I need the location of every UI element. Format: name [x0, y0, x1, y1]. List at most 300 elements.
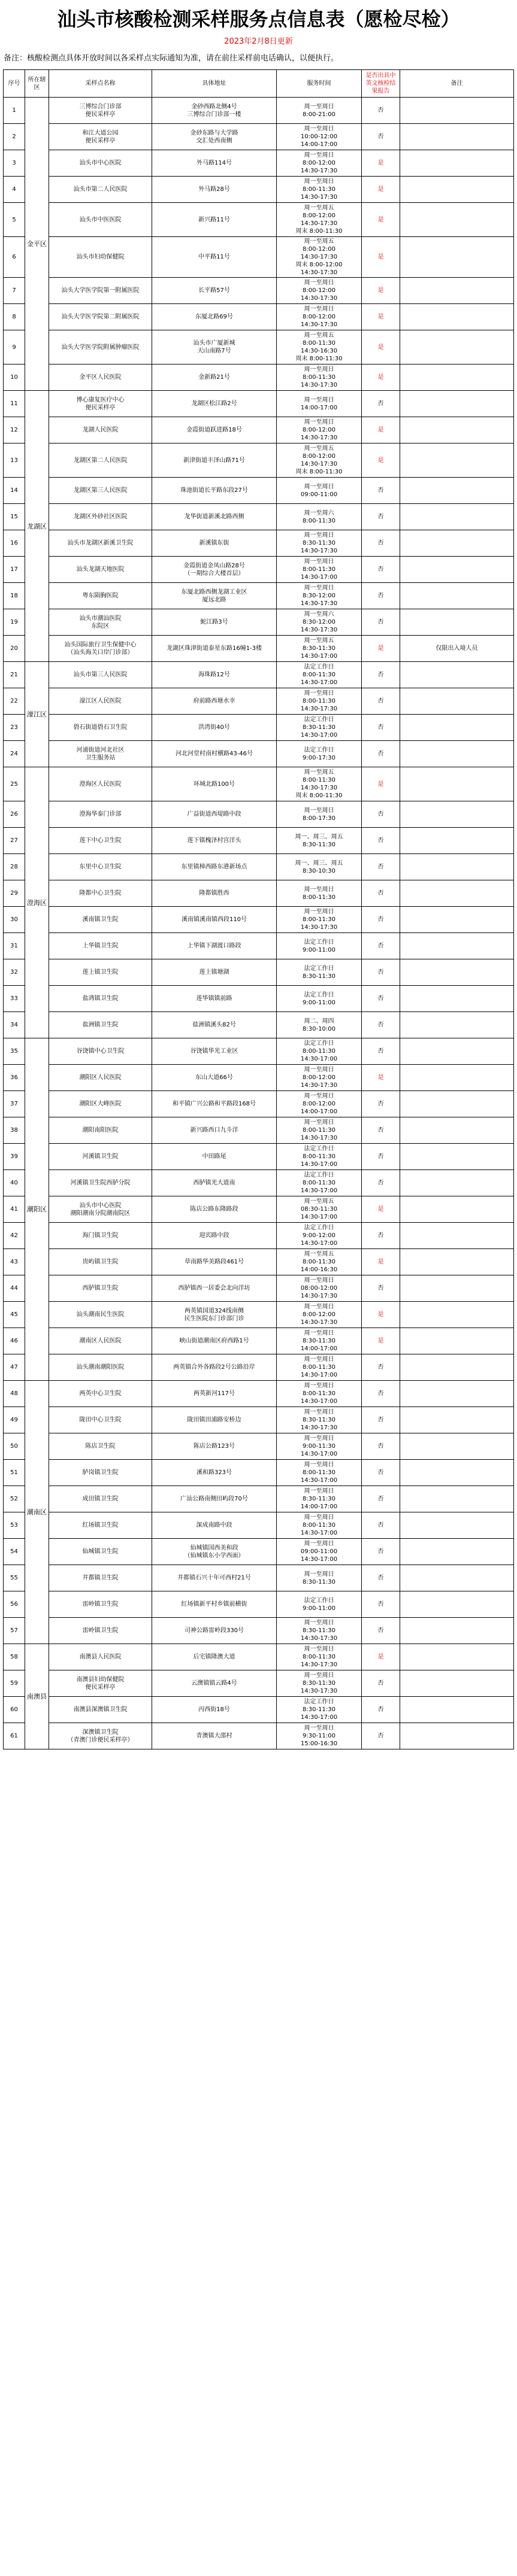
cell-address: 金砂东路与大学路 交汇处西南侧	[152, 124, 277, 150]
cell-remark	[400, 1354, 514, 1381]
cell-hours: 周一至周日 8:00-12:00 14:30-17:30	[277, 278, 362, 304]
cell-address: 河北河堂村南村横路43-46号	[152, 741, 277, 767]
cell-report: 是	[362, 1065, 400, 1091]
table-body	[4, 98, 514, 1749]
cell-report: 否	[362, 1539, 400, 1565]
cell-no: 4	[4, 177, 25, 203]
cell-name: 礐石街道礐石卫生院	[49, 715, 152, 741]
cell-hours: 周一至周日 09:00-11:00	[277, 478, 362, 504]
cell-district-haojiang: 濠江区	[25, 662, 49, 767]
cell-name: 汕头市中心医院	[49, 150, 152, 177]
cell-no: 55	[4, 1565, 25, 1591]
cell-remark	[400, 986, 514, 1012]
table-row	[4, 1354, 514, 1381]
cell-address: 溪和路323号	[152, 1460, 277, 1486]
table-row	[4, 391, 514, 417]
table-row	[4, 1275, 514, 1302]
cell-hours: 周一至周五 8:00-11:30 14:00-16:30	[277, 1249, 362, 1275]
cell-no: 37	[4, 1091, 25, 1117]
cell-no: 9	[4, 330, 25, 364]
cell-name: 盐鸿镇卫生院	[49, 986, 152, 1012]
cell-remark	[400, 959, 514, 986]
table-row	[4, 1223, 514, 1249]
cell-report: 否	[362, 801, 400, 828]
cell-address: 新兴路11号	[152, 203, 277, 237]
cell-name: 井都镇卫生院	[49, 1565, 152, 1591]
cell-name: 莲下中心卫生院	[49, 828, 152, 854]
cell-hours: 周一、周三、周五 8:30-10:30	[277, 854, 362, 880]
cell-remark	[400, 1249, 514, 1275]
table-row	[4, 1328, 514, 1354]
cell-hours: 周一至周日 14:00-17:00	[277, 391, 362, 417]
cell-remark	[400, 443, 514, 478]
cell-remark	[400, 801, 514, 828]
update-date: 2023年2月8日更新	[224, 37, 293, 46]
cell-remark	[400, 1144, 514, 1170]
table-row	[4, 1012, 514, 1038]
cell-no: 56	[4, 1591, 25, 1618]
cell-no: 47	[4, 1354, 25, 1381]
cell-report: 否	[362, 741, 400, 767]
cell-address: 金砂西路北侧4号 三博综合门诊部一楼	[152, 98, 277, 124]
cell-name: 汕头龙湖天地医院	[49, 557, 152, 583]
cell-no: 28	[4, 854, 25, 880]
cell-name: 汕头市妇幼保健院	[49, 237, 152, 278]
cell-no: 50	[4, 1433, 25, 1460]
cell-report: 是	[362, 1644, 400, 1670]
table-row	[4, 801, 514, 828]
cell-no: 48	[4, 1381, 25, 1407]
table-row	[4, 1697, 514, 1723]
cell-report: 否	[362, 1381, 400, 1407]
cell-address: 龙华街道新溪北路西侧	[152, 504, 277, 530]
cell-report: 是	[362, 636, 400, 662]
cell-no: 41	[4, 1196, 25, 1223]
cell-hours: 法定工作日 9:00-12:00 14:30-17:00	[277, 1223, 362, 1249]
cell-report: 否	[362, 1460, 400, 1486]
cell-remark	[400, 1512, 514, 1539]
cell-hours: 周一至周日 8:00-11:30 14:30-17:00	[277, 1381, 362, 1407]
cell-name: 陈店卫生院	[49, 1433, 152, 1460]
table-row	[4, 124, 514, 150]
cell-address: 陈店公路123号	[152, 1433, 277, 1460]
cell-hours: 周一至周日 8:00-11:30 14:30-17:00	[277, 557, 362, 583]
cell-address: 金霞街道跃进路18号	[152, 417, 277, 443]
cell-remark	[400, 907, 514, 933]
cell-report: 否	[362, 933, 400, 959]
cell-name: 汕头潮南民生医院	[49, 1302, 152, 1328]
cell-address: 外马路114号	[152, 150, 277, 177]
table-row	[4, 1117, 514, 1144]
cell-district-chaonan: 潮南区	[25, 1381, 49, 1644]
cell-hours: 周一至周日 8:30-11:30	[277, 1565, 362, 1591]
cell-address: 龙湖区松江路2号	[152, 391, 277, 417]
cell-hours: 周一至周日 8:00-12:00 14:30-17:30	[277, 1065, 362, 1091]
table-row	[4, 304, 514, 330]
cell-no: 2	[4, 124, 25, 150]
table-row	[4, 715, 514, 741]
cell-report: 否	[362, 880, 400, 907]
cell-remark	[400, 1196, 514, 1223]
cell-no: 58	[4, 1644, 25, 1670]
table-row	[4, 880, 514, 907]
cell-hours: 周一至周日 8:00-12:00 14:00-17:00	[277, 1091, 362, 1117]
cell-hours: 周一至周日 8:30-11:30 14:00-17:00	[277, 1486, 362, 1512]
cell-remark	[400, 688, 514, 715]
cell-report: 是	[362, 330, 400, 364]
cell-report: 是	[362, 364, 400, 391]
cell-name: 南澳县深澳镇卫生院	[49, 1697, 152, 1723]
cell-hours: 周一至周日 8:00-11:30 14:30-17:30	[277, 364, 362, 391]
cell-name: 东里中心卫生院	[49, 854, 152, 880]
cell-name: 汕头国际旅行卫生保健中心 （汕头海关口岸门诊部）	[49, 636, 152, 662]
table-row	[4, 583, 514, 609]
cell-remark	[400, 1328, 514, 1354]
cell-hours: 周一至周日 8:00-11:30 14:30-17:30	[277, 907, 362, 933]
cell-report: 是	[362, 1249, 400, 1275]
cell-name: 盐洲镇卫生院	[49, 1012, 152, 1038]
cell-name: 潮阳区大峰医院	[49, 1091, 152, 1117]
cell-name: 谷饶镇中心卫生院	[49, 1038, 152, 1065]
header-hours: 服务时间	[277, 70, 362, 98]
cell-report: 否	[362, 688, 400, 715]
cell-name: 龙湖区外砂社区医院	[49, 504, 152, 530]
table-row	[4, 1460, 514, 1486]
cell-report: 否	[362, 1565, 400, 1591]
table-row	[4, 330, 514, 364]
table-header	[4, 70, 514, 98]
cell-no: 31	[4, 933, 25, 959]
cell-remark	[400, 1670, 514, 1697]
cell-no: 3	[4, 150, 25, 177]
table-row	[4, 636, 514, 662]
cell-no: 18	[4, 583, 25, 609]
cell-report: 否	[362, 1223, 400, 1249]
cell-no: 20	[4, 636, 25, 662]
table-row	[4, 557, 514, 583]
cell-no: 8	[4, 304, 25, 330]
table-row	[4, 443, 514, 478]
cell-report: 否	[362, 583, 400, 609]
cell-address: 环城北路100号	[152, 767, 277, 801]
cell-report: 否	[362, 828, 400, 854]
cell-name: 濠江区人民医院	[49, 688, 152, 715]
table-row	[4, 364, 514, 391]
cell-address: 井都镇石兴十年可西村21号	[152, 1565, 277, 1591]
cell-address: 陈店公路东隆路段	[152, 1196, 277, 1223]
cell-no: 46	[4, 1328, 25, 1354]
cell-no: 40	[4, 1170, 25, 1196]
cell-name: 隆都中心卫生院	[49, 880, 152, 907]
cell-hours: 周一至周六 8:00-11:30	[277, 504, 362, 530]
cell-report: 否	[362, 1091, 400, 1117]
sampling-points-table	[3, 69, 514, 1749]
table-row	[4, 478, 514, 504]
cell-remark	[400, 98, 514, 124]
cell-address: 中平路11号	[152, 237, 277, 278]
cell-no: 51	[4, 1460, 25, 1486]
cell-address: 外马路28号	[152, 177, 277, 203]
cell-name: 和江大道公园 便民采样亭	[49, 124, 152, 150]
cell-name: 汕头市龙湖区新溪卫生院	[49, 530, 152, 557]
cell-address: 金霞街道金凤山路28号 （一期综合大楼首层）	[152, 557, 277, 583]
cell-remark	[400, 880, 514, 907]
cell-hours: 周一至周日 8:00-11:30 14:30-17:00	[277, 1512, 362, 1539]
header-report: 是否出具中英文核检结果报告	[362, 70, 400, 98]
cell-report: 否	[362, 1433, 400, 1460]
table-row	[4, 504, 514, 530]
cell-district-longhu: 龙湖区	[25, 391, 49, 662]
cell-hours: 周一至周日 8:00-11:30 14:30-17:00	[277, 1354, 362, 1381]
cell-address: 青澳镇大邵村	[152, 1723, 277, 1749]
cell-hours: 法定工作日 9:00-11:00	[277, 986, 362, 1012]
cell-remark	[400, 583, 514, 609]
cell-report: 否	[362, 715, 400, 741]
cell-hours: 周一至周日 8:00-11:30 14:30-17:30	[277, 1117, 362, 1144]
cell-address: 草南路华美路段461号	[152, 1249, 277, 1275]
cell-report: 是	[362, 150, 400, 177]
cell-district-jinping: 金平区	[25, 98, 49, 391]
cell-report: 否	[362, 1170, 400, 1196]
cell-name: 溪南镇卫生院	[49, 907, 152, 933]
cell-address: 两英镇合外各路段2号公路沿岸	[152, 1354, 277, 1381]
cell-name: 汕头潮南潮阳医院	[49, 1354, 152, 1381]
cell-hours: 周一至周日 8:00-12:00 14:30-17:30	[277, 417, 362, 443]
cell-address: 西胪镇西一居委会北向洋坊	[152, 1275, 277, 1302]
cell-report: 是	[362, 1196, 400, 1223]
cell-report: 是	[362, 203, 400, 237]
cell-remark	[400, 1117, 514, 1144]
cell-hours: 法定工作日 9:00-11:00	[277, 933, 362, 959]
cell-hours: 周一至周日 8:00-12:00 14:30-17:30	[277, 304, 362, 330]
cell-name: 潮南区人民医院	[49, 1328, 152, 1354]
cell-address: 长平路57号	[152, 278, 277, 304]
cell-address: 龙湖区珠津街道泰星东路16幢1-3楼	[152, 636, 277, 662]
cell-hours: 周一至周日 8:00-12:00 14:30-17:30	[277, 150, 362, 177]
cell-remark	[400, 304, 514, 330]
table-row	[4, 1091, 514, 1117]
cell-no: 32	[4, 959, 25, 986]
cell-report: 否	[362, 1038, 400, 1065]
cell-remark	[400, 828, 514, 854]
cell-hours: 周一至周日 9:30-11:00 15:00-16:30	[277, 1723, 362, 1749]
cell-address: 府前路西塘水幸	[152, 688, 277, 715]
cell-report: 是	[362, 278, 400, 304]
cell-remark	[400, 1697, 514, 1723]
cell-no: 22	[4, 688, 25, 715]
cell-remark	[400, 1539, 514, 1565]
cell-no: 59	[4, 1670, 25, 1697]
cell-remark	[400, 767, 514, 801]
cell-address: 盐洲镇溪头82号	[152, 1012, 277, 1038]
table-row	[4, 1302, 514, 1328]
cell-remark	[400, 1091, 514, 1117]
cell-address: 云澳镇镇云路4号	[152, 1670, 277, 1697]
cell-remark	[400, 530, 514, 557]
cell-report: 否	[362, 124, 400, 150]
cell-remark	[400, 1565, 514, 1591]
cell-no: 42	[4, 1223, 25, 1249]
cell-remark	[400, 1407, 514, 1433]
cell-remark	[400, 391, 514, 417]
cell-remark	[400, 1460, 514, 1486]
cell-name: 上华镇卫生院	[49, 933, 152, 959]
cell-report: 否	[362, 1670, 400, 1697]
cell-name: 雷岭镇卫生院	[49, 1618, 152, 1644]
cell-name: 潮阳南阳医院	[49, 1117, 152, 1144]
cell-address: 新溪镇东街	[152, 530, 277, 557]
table-row	[4, 828, 514, 854]
header-name: 采样点名称	[49, 70, 152, 98]
table-row	[4, 907, 514, 933]
cell-address: 莲上镇塘湖	[152, 959, 277, 986]
cell-address: 迎宾路中段	[152, 1223, 277, 1249]
table-row	[4, 1038, 514, 1065]
cell-no: 1	[4, 98, 25, 124]
cell-report: 否	[362, 1618, 400, 1644]
cell-address: 广汕公路南侧田屿段70号	[152, 1486, 277, 1512]
cell-name: 汕头市潮汕医院 东院区	[49, 609, 152, 636]
cell-remark	[400, 504, 514, 530]
cell-no: 16	[4, 530, 25, 557]
cell-name: 龙湖人民医院	[49, 417, 152, 443]
cell-hours: 法定工作日 8:00-11:30 14:30-17:00	[277, 1170, 362, 1196]
cell-remark	[400, 124, 514, 150]
cell-report: 否	[362, 1486, 400, 1512]
header-address: 具体地址	[152, 70, 277, 98]
cell-remark	[400, 1065, 514, 1091]
cell-name: 汕头大学医学院附属肿瘤医院	[49, 330, 152, 364]
table-row	[4, 741, 514, 767]
cell-address: 莲下镇槐泽村宫洋头	[152, 828, 277, 854]
cell-address: 红场镇新平村乡镇前横街	[152, 1591, 277, 1618]
cell-hours: 周一至周六 8:30-12:00 14:30-17:30	[277, 609, 362, 636]
cell-report: 否	[362, 478, 400, 504]
cell-hours: 周一至周日 8:00-11:30 14:30-17:00	[277, 1460, 362, 1486]
header-district: 所在辖区	[25, 70, 49, 98]
cell-remark	[400, 330, 514, 364]
cell-address: 西胪镇光大道南	[152, 1170, 277, 1196]
cell-hours: 周一至周五 8:00-12:00 14:30-17:30 周末 8:00-11:30	[277, 443, 362, 478]
cell-address: 鮀江路3号	[152, 609, 277, 636]
cell-hours: 周一至周日 09:00-11:00 14:30-17:00	[277, 1539, 362, 1565]
cell-hours: 周一至周日 8:30-11:30 14:30-17:30	[277, 530, 362, 557]
table-row	[4, 1407, 514, 1433]
cell-no: 39	[4, 1144, 25, 1170]
cell-name: 博心康复医疗中心 便民采样亭	[49, 391, 152, 417]
page-title: 汕头市核酸检测采样服务点信息表（愿检尽检）	[57, 8, 460, 31]
cell-address: 海珠路12号	[152, 662, 277, 688]
cell-no: 6	[4, 237, 25, 278]
cell-address: 上华镇下湖渡口路段	[152, 933, 277, 959]
cell-name: 胪岗镇卫生院	[49, 1460, 152, 1486]
cell-no: 24	[4, 741, 25, 767]
cell-address: 东厦北路西侧龙湖工业区 厦远北路	[152, 583, 277, 609]
table-row	[4, 417, 514, 443]
cell-report: 否	[362, 907, 400, 933]
cell-no: 61	[4, 1723, 25, 1749]
cell-hours: 周一至周五 8:30-11:30 14:30-17:00	[277, 636, 362, 662]
cell-remark	[400, 203, 514, 237]
cell-report: 是	[362, 237, 400, 278]
table-row	[4, 1512, 514, 1539]
cell-name: 两英中心卫生院	[49, 1381, 152, 1407]
table-row	[4, 986, 514, 1012]
cell-no: 19	[4, 609, 25, 636]
cell-name: 红场镇卫生院	[49, 1512, 152, 1539]
cell-address: 后宅镇隆澳大道	[152, 1644, 277, 1670]
table-row	[4, 854, 514, 880]
cell-name: 澄海区人民医院	[49, 767, 152, 801]
cell-no: 43	[4, 1249, 25, 1275]
cell-report: 否	[362, 986, 400, 1012]
cell-no: 44	[4, 1275, 25, 1302]
cell-name: 陇田中心卫生院	[49, 1407, 152, 1433]
cell-no: 11	[4, 391, 25, 417]
cell-remark	[400, 278, 514, 304]
cell-address: 东厦北路69号	[152, 304, 277, 330]
table-row	[4, 98, 514, 124]
cell-no: 29	[4, 880, 25, 907]
cell-address: 广益街道西堤路中段	[152, 801, 277, 828]
cell-name: 粤东陨胸医院	[49, 583, 152, 609]
table-row	[4, 688, 514, 715]
cell-address: 谷饶镇华光工业区	[152, 1038, 277, 1065]
table-row	[4, 1486, 514, 1512]
cell-hours: 周一至周日 9:00-11:30 14:30-17:00	[277, 1433, 362, 1460]
cell-hours: 法定工作日 8:00-11:30 14:30-17:00	[277, 1038, 362, 1065]
cell-remark	[400, 1723, 514, 1749]
cell-hours: 法定工作日 8:30-11:30	[277, 959, 362, 986]
cell-address: 峡山街道潮南区府西路1号	[152, 1328, 277, 1354]
cell-hours: 周一、周三、周五 8:30-11:30	[277, 828, 362, 854]
cell-address: 溪南镇溪南镇西段110号	[152, 907, 277, 933]
cell-hours: 周一至周五 8:00-11:30 14:30-17:30 周末 8:00-11:30	[277, 767, 362, 801]
cell-report: 否	[362, 530, 400, 557]
table-row	[4, 1144, 514, 1170]
cell-report: 否	[362, 959, 400, 986]
cell-hours: 周一至周五 8:00-11:30 14:30-16:30 周末 8:00-11:30	[277, 330, 362, 364]
cell-no: 17	[4, 557, 25, 583]
cell-remark	[400, 237, 514, 278]
cell-name: 莲上镇卫生院	[49, 959, 152, 986]
cell-report: 是	[362, 443, 400, 478]
cell-address: 仙城镇国西美和段 （仙城镇东小学西面）	[152, 1539, 277, 1565]
table-row	[4, 1618, 514, 1644]
table-row	[4, 177, 514, 203]
cell-remark	[400, 1591, 514, 1618]
cell-remark	[400, 557, 514, 583]
table-row	[4, 1065, 514, 1091]
cell-report: 否	[362, 1354, 400, 1381]
cell-no: 13	[4, 443, 25, 478]
table-row	[4, 1539, 514, 1565]
cell-report: 否	[362, 1117, 400, 1144]
cell-address: 珠池街道长平路东段27号	[152, 478, 277, 504]
cell-no: 35	[4, 1038, 25, 1065]
cell-remark	[400, 364, 514, 391]
cell-address: 中田路尾	[152, 1144, 277, 1170]
cell-remark	[400, 1486, 514, 1512]
cell-no: 60	[4, 1697, 25, 1723]
cell-name: 龙湖区第二人民医院	[49, 443, 152, 478]
cell-no: 14	[4, 478, 25, 504]
cell-report: 是	[362, 767, 400, 801]
cell-report: 是	[362, 177, 400, 203]
cell-no: 12	[4, 417, 25, 443]
cell-report: 否	[362, 1275, 400, 1302]
cell-address: 深成南路中段	[152, 1512, 277, 1539]
